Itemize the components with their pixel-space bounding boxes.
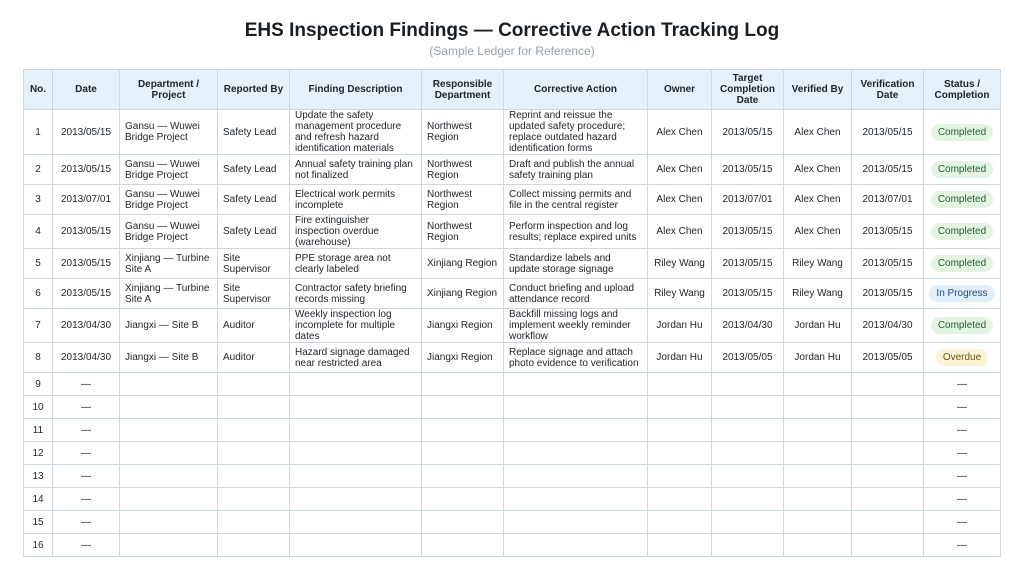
cell-status bbox=[924, 309, 1001, 343]
cell-responsible[interactable] bbox=[422, 465, 504, 488]
cell-responsible[interactable] bbox=[422, 396, 504, 419]
cell-status: — bbox=[924, 419, 1001, 442]
cell-no: 3 bbox=[24, 185, 53, 215]
cell-owner: Riley Wang bbox=[648, 249, 712, 279]
cell-corrective-action[interactable] bbox=[504, 511, 648, 534]
cell-finding[interactable] bbox=[290, 488, 422, 511]
cell-verification-date: 2013/04/30 bbox=[852, 309, 924, 343]
cell-status: — bbox=[924, 442, 1001, 465]
cell-verification-date[interactable] bbox=[852, 442, 924, 465]
cell-verified-by: Alex Chen bbox=[784, 155, 852, 185]
cell-finding: Weekly inspection log incomplete for multiple dates bbox=[290, 309, 422, 343]
cell-responsible[interactable] bbox=[422, 419, 504, 442]
table-row[interactable] bbox=[24, 309, 1001, 343]
column-header-owner[interactable]: Owner bbox=[648, 70, 712, 110]
cell-verified-by[interactable] bbox=[784, 465, 852, 488]
column-header-department[interactable]: Department / Project bbox=[120, 70, 218, 110]
cell-target-date[interactable] bbox=[712, 442, 784, 465]
cell-finding: PPE storage area not clearly labeled bbox=[290, 249, 422, 279]
cell-date: — bbox=[53, 534, 120, 557]
cell-responsible[interactable] bbox=[422, 373, 504, 396]
cell-no: 4 bbox=[24, 215, 53, 249]
cell-date: — bbox=[53, 488, 120, 511]
cell-verified-by: Riley Wang bbox=[784, 279, 852, 309]
cell-target-date: 2013/07/01 bbox=[712, 185, 784, 215]
cell-no: 2 bbox=[24, 155, 53, 185]
cell-reported-by[interactable] bbox=[218, 373, 290, 396]
empty-table-row[interactable] bbox=[24, 442, 1001, 465]
empty-table-row[interactable] bbox=[24, 465, 1001, 488]
cell-department: Gansu — Wuwei Bridge Project bbox=[120, 155, 218, 185]
cell-reported-by: Safety Lead bbox=[218, 215, 290, 249]
cell-status: — bbox=[924, 534, 1001, 557]
cell-owner[interactable] bbox=[648, 511, 712, 534]
page-title: EHS Inspection Findings — Corrective Action Tracking Log bbox=[244, 20, 780, 41]
cell-responsible[interactable] bbox=[422, 442, 504, 465]
cell-no: 7 bbox=[24, 309, 53, 343]
cell-target-date: 2013/05/15 bbox=[712, 110, 784, 155]
cell-no: 6 bbox=[24, 279, 53, 309]
cell-target-date: 2013/05/05 bbox=[712, 343, 784, 373]
empty-table-row[interactable] bbox=[24, 488, 1001, 511]
cell-target-date: 2013/04/30 bbox=[712, 309, 784, 343]
cell-no: 14 bbox=[24, 488, 53, 511]
cell-reported-by: Auditor bbox=[218, 343, 290, 373]
cell-responsible: Xinjiang Region bbox=[422, 279, 504, 309]
cell-verified-by: Alex Chen bbox=[784, 185, 852, 215]
empty-table-row[interactable] bbox=[24, 511, 1001, 534]
tracking-log-table bbox=[23, 69, 1001, 557]
cell-verification-date[interactable] bbox=[852, 465, 924, 488]
cell-no: 15 bbox=[24, 511, 53, 534]
cell-verification-date: 2013/05/15 bbox=[852, 155, 924, 185]
cell-verification-date[interactable] bbox=[852, 488, 924, 511]
cell-finding[interactable] bbox=[290, 442, 422, 465]
status-badge: Overdue bbox=[936, 349, 988, 366]
cell-target-date[interactable] bbox=[712, 465, 784, 488]
status-badge: Completed bbox=[931, 223, 993, 240]
cell-finding[interactable] bbox=[290, 465, 422, 488]
status-badge: Completed bbox=[931, 191, 993, 208]
table-row[interactable] bbox=[24, 249, 1001, 279]
cell-corrective-action: Conduct briefing and upload attendance record bbox=[504, 279, 648, 309]
cell-corrective-action[interactable] bbox=[504, 442, 648, 465]
cell-owner[interactable] bbox=[648, 488, 712, 511]
table-row[interactable] bbox=[24, 215, 1001, 249]
cell-responsible: Northwest Region bbox=[422, 110, 504, 155]
cell-reported-by: Safety Lead bbox=[218, 110, 290, 155]
cell-no: 12 bbox=[24, 442, 53, 465]
empty-table-row[interactable] bbox=[24, 373, 1001, 396]
cell-verified-by: Jordan Hu bbox=[784, 309, 852, 343]
cell-finding[interactable] bbox=[290, 396, 422, 419]
cell-target-date: 2013/05/15 bbox=[712, 279, 784, 309]
column-header-no[interactable]: No. bbox=[24, 70, 53, 110]
cell-reported-by: Site Supervisor bbox=[218, 279, 290, 309]
cell-date: 2013/05/15 bbox=[53, 155, 120, 185]
cell-finding[interactable] bbox=[290, 534, 422, 557]
cell-department[interactable] bbox=[120, 488, 218, 511]
cell-owner: Alex Chen bbox=[648, 185, 712, 215]
column-header-reported-by[interactable]: Reported By bbox=[218, 70, 290, 110]
cell-no: 11 bbox=[24, 419, 53, 442]
cell-target-date[interactable] bbox=[712, 396, 784, 419]
cell-owner: Alex Chen bbox=[648, 215, 712, 249]
cell-target-date: 2013/05/15 bbox=[712, 249, 784, 279]
cell-owner: Alex Chen bbox=[648, 155, 712, 185]
column-header-corrective-action[interactable]: Corrective Action bbox=[504, 70, 648, 110]
cell-finding[interactable] bbox=[290, 511, 422, 534]
cell-verification-date[interactable] bbox=[852, 373, 924, 396]
cell-department: Gansu — Wuwei Bridge Project bbox=[120, 110, 218, 155]
status-badge: Completed bbox=[931, 255, 993, 272]
cell-verified-by[interactable] bbox=[784, 534, 852, 557]
cell-owner[interactable] bbox=[648, 373, 712, 396]
empty-table-row[interactable] bbox=[24, 534, 1001, 557]
empty-table-row[interactable] bbox=[24, 419, 1001, 442]
cell-target-date[interactable] bbox=[712, 419, 784, 442]
cell-verification-date: 2013/05/15 bbox=[852, 215, 924, 249]
cell-department[interactable] bbox=[120, 465, 218, 488]
cell-finding: Annual safety training plan not finalized bbox=[290, 155, 422, 185]
cell-date: — bbox=[53, 373, 120, 396]
cell-no: 8 bbox=[24, 343, 53, 373]
cell-date: — bbox=[53, 511, 120, 534]
cell-finding[interactable] bbox=[290, 419, 422, 442]
cell-department: Jiangxi — Site B bbox=[120, 309, 218, 343]
cell-status bbox=[924, 110, 1001, 155]
cell-status: — bbox=[924, 488, 1001, 511]
cell-target-date[interactable] bbox=[712, 488, 784, 511]
cell-verification-date: 2013/07/01 bbox=[852, 185, 924, 215]
cell-owner: Alex Chen bbox=[648, 110, 712, 155]
table-row[interactable] bbox=[24, 110, 1001, 155]
cell-corrective-action[interactable] bbox=[504, 488, 648, 511]
cell-finding: Fire extinguisher inspection overdue (warehouse) bbox=[290, 215, 422, 249]
cell-corrective-action[interactable] bbox=[504, 396, 648, 419]
cell-department: Xinjiang — Turbine Site A bbox=[120, 279, 218, 309]
cell-responsible: Northwest Region bbox=[422, 215, 504, 249]
cell-finding: Contractor safety briefing records missing bbox=[290, 279, 422, 309]
cell-verification-date[interactable] bbox=[852, 534, 924, 557]
cell-responsible: Xinjiang Region bbox=[422, 249, 504, 279]
cell-verification-date[interactable] bbox=[852, 511, 924, 534]
cell-target-date[interactable] bbox=[712, 511, 784, 534]
cell-status: — bbox=[924, 396, 1001, 419]
cell-responsible: Jiangxi Region bbox=[422, 343, 504, 373]
cell-verified-by[interactable] bbox=[784, 442, 852, 465]
cell-date: — bbox=[53, 396, 120, 419]
cell-verified-by[interactable] bbox=[784, 488, 852, 511]
cell-corrective-action: Standardize labels and update storage signage bbox=[504, 249, 648, 279]
cell-reported-by: Auditor bbox=[218, 309, 290, 343]
status-badge: Completed bbox=[931, 317, 993, 334]
cell-date: 2013/05/15 bbox=[53, 110, 120, 155]
cell-verification-date[interactable] bbox=[852, 419, 924, 442]
cell-status bbox=[924, 343, 1001, 373]
cell-date: 2013/04/30 bbox=[53, 309, 120, 343]
cell-date: — bbox=[53, 465, 120, 488]
cell-finding: Hazard signage damaged near restricted area bbox=[290, 343, 422, 373]
cell-responsible[interactable] bbox=[422, 534, 504, 557]
cell-verification-date: 2013/05/15 bbox=[852, 279, 924, 309]
cell-finding: Update the safety management procedure and refresh hazard identification materials bbox=[290, 110, 422, 155]
cell-verification-date: 2013/05/05 bbox=[852, 343, 924, 373]
cell-verification-date: 2013/05/15 bbox=[852, 249, 924, 279]
cell-target-date[interactable] bbox=[712, 534, 784, 557]
cell-corrective-action[interactable] bbox=[504, 534, 648, 557]
cell-date: 2013/05/15 bbox=[53, 215, 120, 249]
cell-verified-by: Alex Chen bbox=[784, 110, 852, 155]
cell-status: — bbox=[924, 511, 1001, 534]
cell-department[interactable] bbox=[120, 396, 218, 419]
cell-corrective-action: Backfill missing logs and implement weekly reminder workflow bbox=[504, 309, 648, 343]
cell-department: Xinjiang — Turbine Site A bbox=[120, 249, 218, 279]
column-header-verification-date[interactable]: Verification Date bbox=[852, 70, 924, 110]
cell-reported-by[interactable] bbox=[218, 511, 290, 534]
cell-status bbox=[924, 279, 1001, 309]
cell-owner[interactable] bbox=[648, 396, 712, 419]
cell-status bbox=[924, 249, 1001, 279]
cell-owner[interactable] bbox=[648, 465, 712, 488]
cell-department[interactable] bbox=[120, 534, 218, 557]
cell-owner[interactable] bbox=[648, 534, 712, 557]
cell-date: 2013/04/30 bbox=[53, 343, 120, 373]
cell-reported-by[interactable] bbox=[218, 396, 290, 419]
cell-responsible: Northwest Region bbox=[422, 185, 504, 215]
cell-finding: Electrical work permits incomplete bbox=[290, 185, 422, 215]
cell-verified-by[interactable] bbox=[784, 373, 852, 396]
cell-corrective-action[interactable] bbox=[504, 373, 648, 396]
cell-reported-by[interactable] bbox=[218, 488, 290, 511]
cell-no: 9 bbox=[24, 373, 53, 396]
cell-corrective-action: Draft and publish the annual safety training plan bbox=[504, 155, 648, 185]
cell-target-date: 2013/05/15 bbox=[712, 155, 784, 185]
cell-department: Jiangxi — Site B bbox=[120, 343, 218, 373]
status-badge: Completed bbox=[931, 161, 993, 178]
cell-target-date[interactable] bbox=[712, 373, 784, 396]
column-header-responsible[interactable]: Responsible Department bbox=[422, 70, 504, 110]
column-header-date[interactable]: Date bbox=[53, 70, 120, 110]
cell-no: 1 bbox=[24, 110, 53, 155]
cell-target-date: 2013/05/15 bbox=[712, 215, 784, 249]
cell-date: 2013/05/15 bbox=[53, 249, 120, 279]
cell-verified-by[interactable] bbox=[784, 511, 852, 534]
column-header-status[interactable]: Status / Completion bbox=[924, 70, 1001, 110]
cell-status bbox=[924, 215, 1001, 249]
cell-verified-by[interactable] bbox=[784, 396, 852, 419]
cell-owner: Jordan Hu bbox=[648, 309, 712, 343]
cell-finding[interactable] bbox=[290, 373, 422, 396]
status-badge: Completed bbox=[931, 124, 993, 141]
cell-corrective-action: Replace signage and attach photo evidence to verification bbox=[504, 343, 648, 373]
cell-verification-date: 2013/05/15 bbox=[852, 110, 924, 155]
table-row[interactable] bbox=[24, 155, 1001, 185]
cell-no: 5 bbox=[24, 249, 53, 279]
status-badge: In Progress bbox=[929, 285, 994, 302]
cell-status: — bbox=[924, 373, 1001, 396]
cell-verified-by: Jordan Hu bbox=[784, 343, 852, 373]
cell-date: 2013/07/01 bbox=[53, 185, 120, 215]
column-header-verified-by[interactable]: Verified By bbox=[784, 70, 852, 110]
cell-owner[interactable] bbox=[648, 442, 712, 465]
cell-department[interactable] bbox=[120, 419, 218, 442]
cell-date: 2013/05/15 bbox=[53, 279, 120, 309]
cell-corrective-action: Collect missing permits and file in the central register bbox=[504, 185, 648, 215]
cell-department: Gansu — Wuwei Bridge Project bbox=[120, 215, 218, 249]
column-header-finding[interactable]: Finding Description bbox=[290, 70, 422, 110]
cell-no: 13 bbox=[24, 465, 53, 488]
cell-owner[interactable] bbox=[648, 419, 712, 442]
cell-verified-by: Alex Chen bbox=[784, 215, 852, 249]
cell-department: Gansu — Wuwei Bridge Project bbox=[120, 185, 218, 215]
cell-reported-by: Safety Lead bbox=[218, 185, 290, 215]
cell-responsible: Northwest Region bbox=[422, 155, 504, 185]
cell-owner: Jordan Hu bbox=[648, 343, 712, 373]
cell-department[interactable] bbox=[120, 511, 218, 534]
page-subtitle: (Sample Ledger for Reference) bbox=[429, 44, 595, 58]
cell-corrective-action: Reprint and reissue the updated safety procedure; replace outdated hazard identification forms bbox=[504, 110, 648, 155]
cell-reported-by[interactable] bbox=[218, 465, 290, 488]
cell-responsible[interactable] bbox=[422, 511, 504, 534]
cell-reported-by[interactable] bbox=[218, 419, 290, 442]
table-row[interactable] bbox=[24, 279, 1001, 309]
cell-department[interactable] bbox=[120, 442, 218, 465]
cell-corrective-action[interactable] bbox=[504, 465, 648, 488]
cell-responsible[interactable] bbox=[422, 488, 504, 511]
cell-department[interactable] bbox=[120, 373, 218, 396]
cell-verified-by: Riley Wang bbox=[784, 249, 852, 279]
cell-reported-by[interactable] bbox=[218, 534, 290, 557]
cell-corrective-action: Perform inspection and log results; replace expired units bbox=[504, 215, 648, 249]
cell-verified-by[interactable] bbox=[784, 419, 852, 442]
cell-no: 10 bbox=[24, 396, 53, 419]
table-row[interactable] bbox=[24, 343, 1001, 373]
table-header-row bbox=[24, 70, 1001, 110]
cell-no: 16 bbox=[24, 534, 53, 557]
cell-reported-by[interactable] bbox=[218, 442, 290, 465]
cell-status: — bbox=[924, 465, 1001, 488]
cell-reported-by: Safety Lead bbox=[218, 155, 290, 185]
cell-owner: Riley Wang bbox=[648, 279, 712, 309]
cell-corrective-action[interactable] bbox=[504, 419, 648, 442]
cell-date: — bbox=[53, 419, 120, 442]
cell-status bbox=[924, 185, 1001, 215]
cell-date: — bbox=[53, 442, 120, 465]
table-row[interactable] bbox=[24, 185, 1001, 215]
cell-reported-by: Site Supervisor bbox=[218, 249, 290, 279]
empty-table-row[interactable] bbox=[24, 396, 1001, 419]
column-header-target-date[interactable]: Target Completion Date bbox=[712, 70, 784, 110]
cell-responsible: Jiangxi Region bbox=[422, 309, 504, 343]
cell-status bbox=[924, 155, 1001, 185]
cell-verification-date[interactable] bbox=[852, 396, 924, 419]
